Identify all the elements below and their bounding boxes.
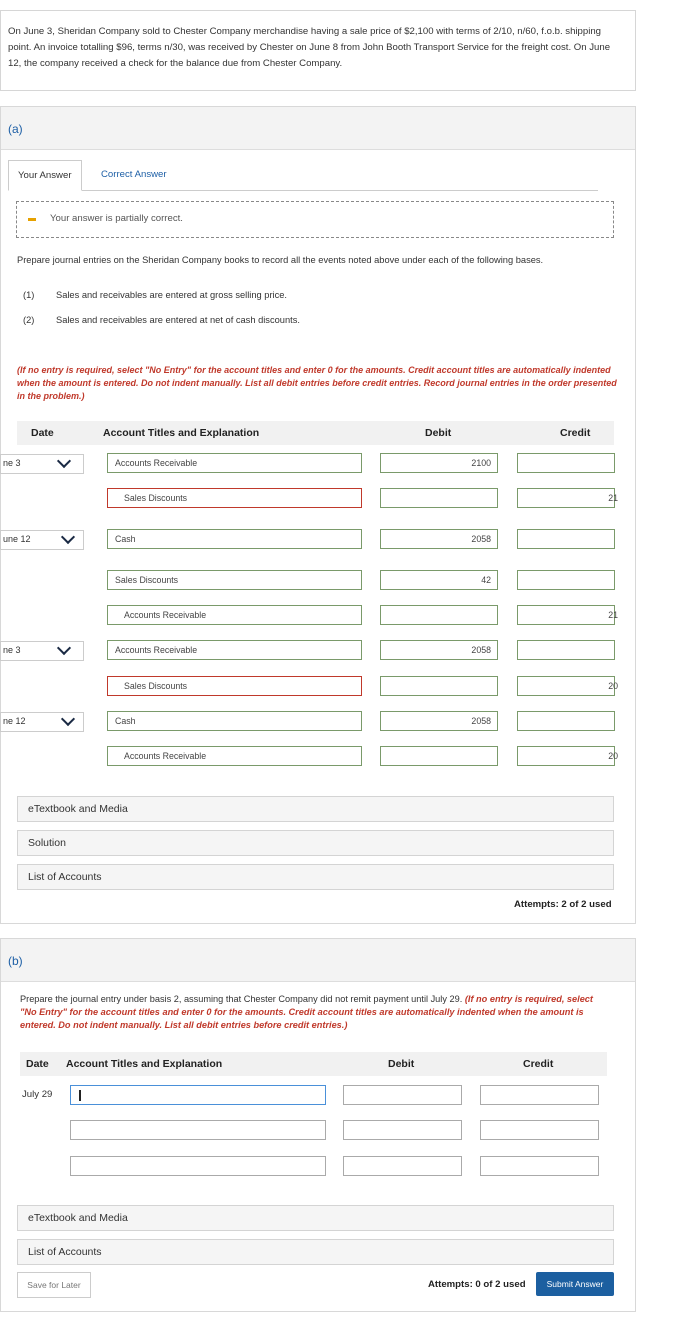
solution-button[interactable]: Solution (17, 830, 614, 856)
list-of-accounts-button[interactable]: List of Accounts (17, 1239, 614, 1265)
part-a-label: (a) (8, 122, 23, 136)
header-debit: Debit (388, 1058, 415, 1070)
account-input-b-2[interactable] (70, 1120, 326, 1140)
part-b-label: (b) (8, 954, 23, 968)
credit-input-b-1[interactable] (480, 1085, 599, 1105)
account-field[interactable]: Sales Discounts (107, 570, 362, 590)
partial-icon (28, 218, 36, 221)
credit-field[interactable] (517, 570, 615, 590)
credit-field[interactable]: 20 (517, 746, 615, 766)
status-message: Your answer is partially correct. (50, 213, 183, 224)
journal-header-b (20, 1052, 607, 1076)
credit-field[interactable] (517, 711, 615, 731)
date-select[interactable] (0, 454, 84, 474)
debit-field[interactable]: 2058 (380, 529, 498, 549)
debit-field[interactable] (380, 605, 498, 625)
date-value: ne 3 (3, 645, 21, 655)
account-field[interactable]: Accounts Receivable (107, 605, 362, 625)
chevron-down-icon (57, 454, 71, 468)
part-b-header (1, 939, 635, 982)
account-input-b-1[interactable] (70, 1085, 326, 1105)
account-field[interactable]: Accounts Receivable (107, 640, 362, 660)
account-input-b-3[interactable] (70, 1156, 326, 1176)
account-field[interactable]: Cash (107, 529, 362, 549)
submit-answer-button[interactable]: Submit Answer (536, 1272, 614, 1296)
debit-field[interactable] (380, 746, 498, 766)
date-value: ne 3 (3, 458, 21, 468)
debit-input-b-1[interactable] (343, 1085, 462, 1105)
header-account: Account Titles and Explanation (66, 1058, 223, 1070)
date-value: ne 12 (3, 716, 26, 726)
tab-correct-answer[interactable]: Correct Answer (101, 169, 167, 180)
basis-2-number: (2) (23, 315, 35, 325)
chevron-down-icon (61, 530, 75, 544)
part-a-header (1, 107, 635, 150)
text-cursor (79, 1090, 81, 1101)
credit-input-b-3[interactable] (480, 1156, 599, 1176)
journal-header-a (17, 421, 614, 445)
debit-field[interactable]: 42 (380, 570, 498, 590)
account-field-incorrect[interactable]: Sales Discounts (107, 488, 362, 508)
problem-text: On June 3, Sheridan Company sold to Chester Company merchandise having a sale price of $2,100 with terms of 2/10, n/60, f.o.b. shipping point. An invoice totalling $96, terms n/30, was received by Chester on June 8 from John Booth Transport Service for the freight cost. On June 12, the company received a check for the balance due from Chester Company. (8, 26, 611, 69)
debit-field[interactable] (380, 488, 498, 508)
etextbook-media-button[interactable]: eTextbook and Media (17, 1205, 614, 1231)
credit-field[interactable]: 21 (517, 488, 615, 508)
date-select[interactable] (0, 641, 84, 661)
part-a-prompt: Prepare journal entries on the Sheridan Company books to record all the events noted above under each of the following bases. (17, 255, 544, 265)
etextbook-media-button[interactable]: eTextbook and Media (17, 796, 614, 822)
header-date: Date (26, 1058, 49, 1070)
partial-correct-banner (16, 201, 614, 238)
part-b-prompt-text: Prepare the journal entry under basis 2, assuming that Chester Company did not remit payment until July 29. (20, 994, 463, 1004)
credit-field[interactable]: 21 (517, 605, 615, 625)
part-b-prompt (20, 993, 610, 1032)
part-b-date: July 29 (22, 1089, 53, 1100)
debit-field[interactable]: 2100 (380, 453, 498, 473)
basis-2-text: Sales and receivables are entered at net of cash discounts. (56, 315, 300, 325)
header-debit: Debit (425, 427, 452, 439)
chevron-down-icon (61, 712, 75, 726)
credit-field[interactable]: 20 (517, 676, 615, 696)
save-for-later-button[interactable]: Save for Later (17, 1272, 91, 1298)
attempts-counter-b: Attempts: 0 of 2 used (428, 1279, 526, 1290)
problem-statement (0, 10, 636, 91)
debit-field[interactable]: 2058 (380, 711, 498, 731)
list-of-accounts-button[interactable]: List of Accounts (17, 864, 614, 890)
chevron-down-icon (57, 641, 71, 655)
basis-1-text: Sales and receivables are entered at gross selling price. (56, 290, 288, 300)
part-b-instructions-note: (If no entry is required, select "No Entry" for the account titles and enter 0 for the amounts. Credit account titles are automatically indented when the amount is entered. Do not indent manually. List all debit entries before credit entries.) (20, 994, 593, 1030)
date-select[interactable] (0, 712, 84, 732)
credit-field[interactable] (517, 453, 615, 473)
header-credit: Credit (560, 427, 591, 439)
debit-field[interactable]: 2058 (380, 640, 498, 660)
debit-input-b-2[interactable] (343, 1120, 462, 1140)
date-value: une 12 (3, 534, 31, 544)
account-field[interactable]: Cash (107, 711, 362, 731)
credit-field[interactable] (517, 640, 615, 660)
part-a-instructions-note: (If no entry is required, select "No Entry" for the account titles and enter 0 for the amounts. Credit account titles are automatically indented when the amount is entered. Do not indent manually. List all debit entries before credit entries. Record journal entries in the order presented in the problem.) (17, 365, 617, 401)
attempts-counter-a: Attempts: 2 of 2 used (514, 899, 612, 910)
basis-1-number: (1) (23, 290, 35, 300)
account-field-incorrect[interactable]: Sales Discounts (107, 676, 362, 696)
header-account: Account Titles and Explanation (103, 427, 260, 439)
debit-input-b-3[interactable] (343, 1156, 462, 1176)
answer-tabs (8, 160, 598, 191)
header-date: Date (31, 427, 54, 439)
header-credit: Credit (523, 1058, 554, 1070)
tab-your-answer[interactable]: Your Answer (8, 160, 82, 191)
credit-input-b-2[interactable] (480, 1120, 599, 1140)
credit-field[interactable] (517, 529, 615, 549)
date-select[interactable] (0, 530, 84, 550)
account-field[interactable]: Accounts Receivable (107, 746, 362, 766)
account-field[interactable]: Accounts Receivable (107, 453, 362, 473)
debit-field[interactable] (380, 676, 498, 696)
